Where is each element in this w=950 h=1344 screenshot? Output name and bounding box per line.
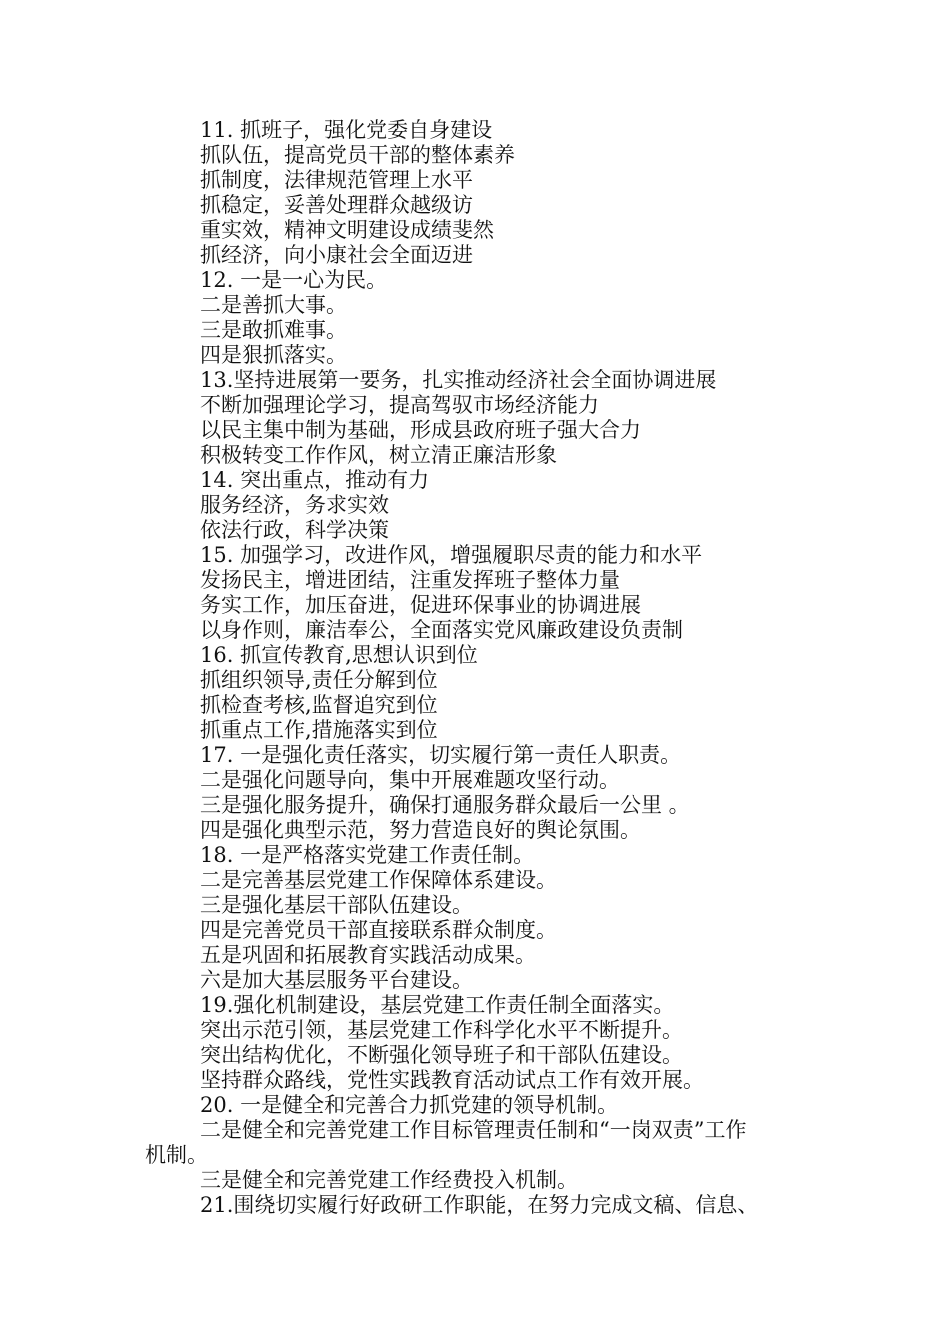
text-line: 13.坚持进展第一要务，扎实推动经济社会全面协调进展 <box>200 368 717 392</box>
text-line: 抓检查考核,监督追究到位 <box>200 693 438 717</box>
text-line: 务实工作，加压奋进，促进环保事业的协调进展 <box>200 593 641 617</box>
text-line: 突出示范引领，基层党建工作科学化水平不断提升。 <box>200 1018 683 1042</box>
text-line: 突出结构优化，不断强化领导班子和干部队伍建设。 <box>200 1043 683 1067</box>
text-line: 15. 加强学习，改进作风，增强履职尽责的能力和水平 <box>200 543 703 567</box>
text-line: 四是完善党员干部直接联系群众制度。 <box>200 918 557 942</box>
text-line: 二是完善基层党建工作保障体系建设。 <box>200 868 557 892</box>
text-line: 二是善抓大事。 <box>200 293 347 317</box>
text-line: 服务经济，务求实效 <box>200 493 389 517</box>
text-line: 11. 抓班子，强化党委自身建设 <box>200 118 493 142</box>
text-line: 三是强化服务提升，确保打通服务群众最后一公里 。 <box>200 793 690 817</box>
text-line: 抓重点工作,措施落实到位 <box>200 718 438 742</box>
text-line: 五是巩固和拓展教育实践活动成果。 <box>200 943 536 967</box>
text-line: 发扬民主，增进团结，注重发挥班子整体力量 <box>200 568 620 592</box>
text-line: 19.强化机制建设，基层党建工作责任制全面落实。 <box>200 993 675 1017</box>
text-line: 重实效，精神文明建设成绩斐然 <box>200 218 494 242</box>
text-line: 坚持群众路线，党性实践教育活动试点工作有效开展。 <box>200 1068 704 1092</box>
text-line: 抓经济，向小康社会全面迈进 <box>200 243 473 267</box>
text-line: 抓稳定，妥善处理群众越级访 <box>200 193 473 217</box>
text-line: 六是加大基层服务平台建设。 <box>200 968 473 992</box>
text-line: 二是健全和完善党建工作目标管理责任制和“一岗双责”工作 <box>200 1118 747 1142</box>
text-line: 积极转变工作作风，树立清正廉洁形象 <box>200 443 557 467</box>
text-line: 20. 一是健全和完善合力抓党建的领导机制。 <box>200 1093 619 1117</box>
text-line: 四是狠抓落实。 <box>200 343 347 367</box>
text-line: 18. 一是严格落实党建工作责任制。 <box>200 843 535 867</box>
text-line: 抓制度，法律规范管理上水平 <box>200 168 473 192</box>
text-line: 12. 一是一心为民。 <box>200 268 388 292</box>
text-line: 21.围绕切实履行好政研工作职能，在努力完成文稿、信息、 <box>200 1193 759 1217</box>
text-line: 17. 一是强化责任落实，切实履行第一责任人职责。 <box>200 743 682 767</box>
text-line: 以身作则，廉洁奉公，全面落实党风廉政建设负责制 <box>200 618 683 642</box>
text-line: 不断加强理论学习，提高驾驭市场经济能力 <box>200 393 599 417</box>
text-line: 依法行政，科学决策 <box>200 518 389 542</box>
text-line: 16. 抓宣传教育,思想认识到位 <box>200 643 478 667</box>
text-line: 三是敢抓难事。 <box>200 318 347 342</box>
text-line: 机制。 <box>145 1143 208 1167</box>
text-line: 三是健全和完善党建工作经费投入机制。 <box>200 1168 578 1192</box>
text-line: 14. 突出重点，推动有力 <box>200 468 430 492</box>
text-line: 抓组织领导,责任分解到位 <box>200 668 438 692</box>
text-line: 三是强化基层干部队伍建设。 <box>200 893 473 917</box>
text-line: 四是强化典型示范，努力营造良好的舆论氛围。 <box>200 818 641 842</box>
text-line: 以民主集中制为基础，形成县政府班子强大合力 <box>200 418 641 442</box>
document-body <box>0 118 950 1218</box>
text-line: 抓队伍，提高党员干部的整体素养 <box>200 143 515 167</box>
text-line: 二是强化问题导向，集中开展难题攻坚行动。 <box>200 768 620 792</box>
